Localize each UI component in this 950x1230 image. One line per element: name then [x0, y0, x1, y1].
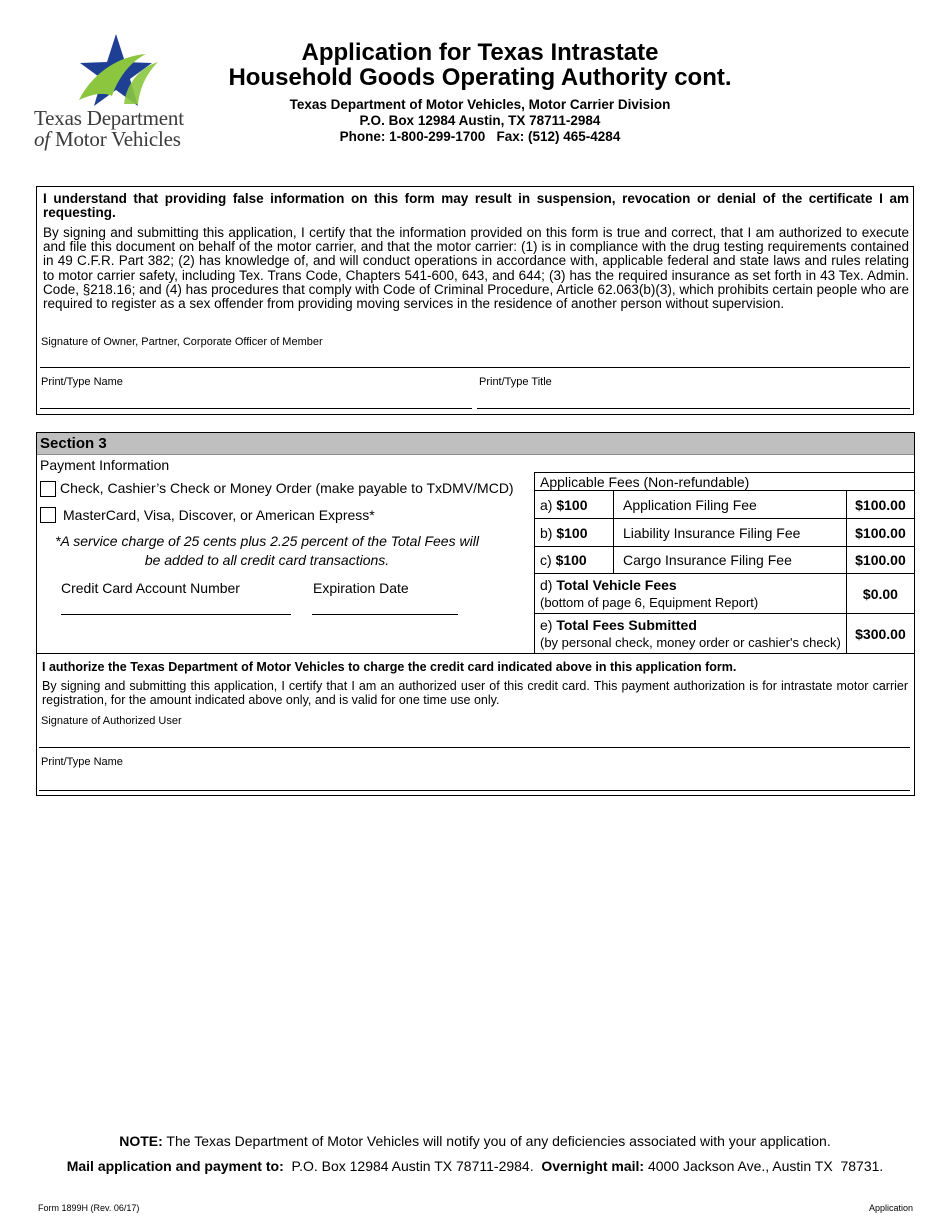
owner-signature-field[interactable]	[40, 367, 910, 368]
agency-info	[205, 97, 755, 145]
credit-card-label: MasterCard, Visa, Discover, or American Express*	[63, 507, 375, 523]
print-name-field[interactable]	[40, 408, 472, 409]
logo-line2-rest: Motor Vehicles	[49, 127, 181, 151]
authorization-heading: I authorize the Texas Department of Motor Vehicles to charge the credit card indicated above in this application form.	[42, 660, 737, 674]
fee-row-b	[535, 519, 915, 547]
fee-row-e	[535, 614, 915, 654]
fee-e-sub: (by personal check, money order or cashier's check)	[540, 634, 841, 650]
fee-a-prefix: a)	[540, 496, 557, 513]
service-note-line1: *A service charge of 25 cents plus 2.25 percent of the Total Fees will	[55, 533, 479, 549]
certification-statement: By signing and submitting this application, I certify that the information provided on this form is true and correct, that I am authorized to execute and file this document on behalf of the motor carrier, and that the motor carrier: (1) is in compliance with the drug testing requirements contained in 49 C.F.R. Part 382; (2) has knowledge of, and will conduct operations in accordance with, applicable federal and state laws and rules relating to motor carrier safety, including Tex. Trans Code, Chapters 541-600, 643, and 644; (3) has the required insurance as set forth in 43 Tex. Admin. Code, §218.16; and (4) has procedures that comply with Code of Criminal Procedure, Article 62.063(b)(3), which prohibits certain people who are required to register as a sex offender from providing moving services in the residence of another person without supervision.	[43, 225, 909, 312]
fee-d-prefix: d)	[540, 576, 557, 593]
section-3-heading: Section 3	[37, 433, 914, 455]
check-payment-label: Check, Cashier’s Check or Money Order (make payable to TxDMV/MCD)	[60, 480, 514, 496]
fee-b-desc: Liability Insurance Filing Fee	[614, 519, 847, 547]
title-line2: Household Goods Operating Authority cont.	[228, 64, 732, 91]
fee-e-desc	[535, 614, 847, 654]
fee-b-total: $100.00	[846, 519, 914, 547]
fee-c-prefix: c)	[540, 552, 556, 568]
overnight-label: Overnight mail:	[541, 1158, 645, 1174]
authorized-user-signature-field[interactable]	[39, 747, 910, 748]
fee-row-c	[535, 547, 915, 574]
service-note-line2: be added to all credit card transactions.	[144, 552, 390, 568]
fee-c-value: $100	[555, 552, 587, 568]
fee-d-sub: (bottom of page 6, Equipment Report)	[540, 594, 759, 610]
fee-e-total: $300.00	[846, 614, 914, 654]
fee-c-amount	[535, 547, 614, 574]
agency-name: Texas Department of Motor Vehicles, Motor Carrier Division	[289, 97, 671, 112]
fee-a-total: $100.00	[846, 491, 914, 519]
payment-info-label: Payment Information	[40, 457, 170, 473]
false-info-warning: I understand that providing false information on this form may result in suspension, revocation or denial of the certificate I am requesting.	[43, 191, 909, 220]
fees-table	[534, 472, 915, 654]
note-label: NOTE:	[119, 1133, 163, 1149]
logo-of: of	[34, 127, 50, 151]
fee-a-value: $100	[556, 496, 588, 513]
card-number-label: Credit Card Account Number	[61, 580, 240, 596]
fees-header: Applicable Fees (Non-refundable)	[535, 473, 915, 491]
fee-c-total: $100.00	[846, 547, 914, 574]
fee-d-total: $0.00	[846, 574, 914, 614]
authorized-print-name-field[interactable]	[39, 790, 910, 791]
authorized-print-name-label: Print/Type Name	[41, 756, 123, 768]
title-line1: Application for Texas Intrastate	[301, 39, 659, 66]
deficiency-note	[0, 1133, 950, 1149]
fee-a-desc: Application Filing Fee	[614, 491, 847, 519]
logo-text-line2	[34, 127, 181, 152]
fee-d-desc	[535, 574, 847, 614]
overnight-address: 4000 Jackson Ave., Austin TX 78731.	[644, 1158, 884, 1174]
expiration-label: Expiration Date	[313, 580, 409, 596]
mail-address: P.O. Box 12984 Austin TX 78711-2984.	[283, 1158, 542, 1174]
logo-text-line1: Texas Department	[34, 106, 184, 130]
note-text: The Texas Department of Motor Vehicles will notify you of any deficiencies associated with your application.	[162, 1133, 831, 1149]
fee-row-d	[535, 574, 915, 614]
fee-d-title: Total Vehicle Fees	[556, 576, 677, 593]
mailing-instructions	[0, 1158, 950, 1174]
fee-e-title: Total Fees Submitted	[556, 616, 697, 633]
owner-signature-label: Signature of Owner, Partner, Corporate Officer of Member	[41, 336, 323, 348]
service-charge-note	[37, 532, 497, 570]
page-label: Application	[868, 1203, 913, 1213]
print-title-field[interactable]	[477, 408, 910, 409]
credit-card-authorization	[36, 653, 915, 797]
page-title	[205, 40, 755, 90]
authorized-user-signature-label: Signature of Authorized User	[41, 715, 182, 727]
print-title-label: Print/Type Title	[479, 376, 552, 388]
txdmv-logo	[34, 34, 194, 149]
fee-a-amount	[535, 491, 614, 519]
form-id: Form 1899H (Rev. 06/17)	[38, 1203, 140, 1213]
authorization-statement: By signing and submitting this application, I certify that I am an authorized user of this credit card. This payment authorization is for intrastate motor carrier registration, for the amount indicated above only, and is valid for one time use only.	[42, 679, 908, 707]
credit-card-checkbox[interactable]	[40, 507, 56, 523]
mail-label: Mail application and payment to:	[66, 1158, 284, 1174]
fee-b-value: $100	[556, 524, 588, 541]
card-number-field[interactable]	[61, 614, 291, 615]
fee-c-desc: Cargo Insurance Filing Fee	[614, 547, 847, 574]
fee-b-amount	[535, 519, 614, 547]
fee-b-prefix: b)	[540, 524, 557, 541]
agency-address: P.O. Box 12984 Austin, TX 78711-2984	[359, 113, 601, 128]
star-logo-icon	[34, 34, 194, 109]
fees-header-row	[535, 473, 915, 491]
check-payment-checkbox[interactable]	[40, 481, 56, 497]
expiration-field[interactable]	[312, 614, 458, 615]
certification-box	[36, 186, 914, 415]
fee-row-a	[535, 491, 915, 519]
print-name-label: Print/Type Name	[41, 376, 123, 388]
agency-phone: Phone: 1-800-299-1700 Fax: (512) 465-4284	[339, 129, 621, 144]
fee-e-prefix: e)	[540, 616, 557, 633]
